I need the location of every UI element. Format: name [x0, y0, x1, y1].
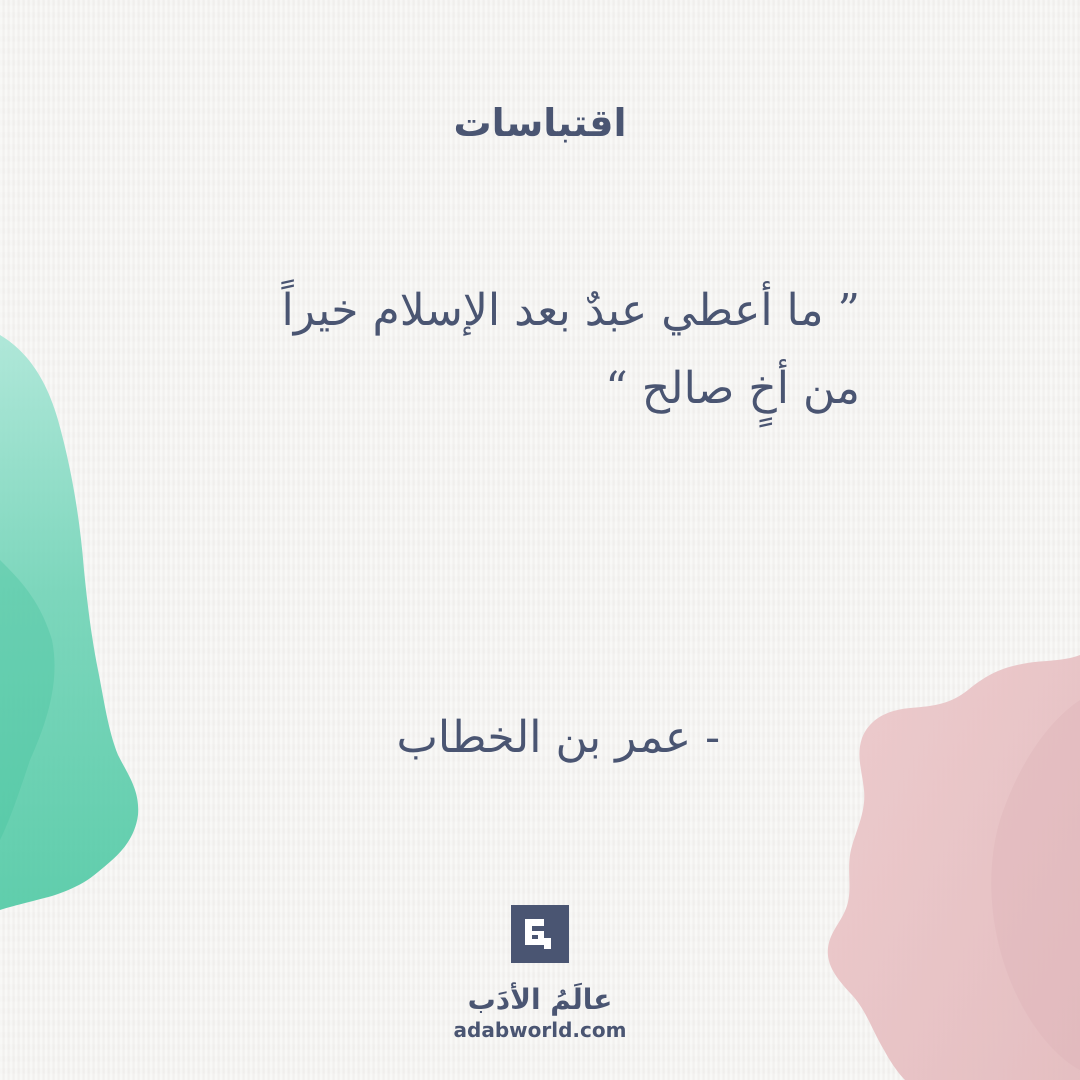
page-title	[443, 98, 636, 148]
page-title-text: اقتباسات	[453, 101, 627, 145]
brand-url: adabworld.com	[453, 1018, 627, 1042]
header	[0, 98, 1080, 148]
brand-name: عالَمُ الأدَب	[467, 983, 613, 1016]
quote-line-2: من أخٍ صالح “	[605, 363, 860, 414]
quote-text	[120, 272, 860, 428]
brand-footer	[440, 905, 640, 1043]
adab-logo-icon	[511, 905, 569, 963]
quote-author: - عمر بن الخطاب	[396, 712, 720, 763]
quote-line-1: ” ما أعطي عبدٌ بعد الإسلام خيراً	[281, 285, 860, 336]
